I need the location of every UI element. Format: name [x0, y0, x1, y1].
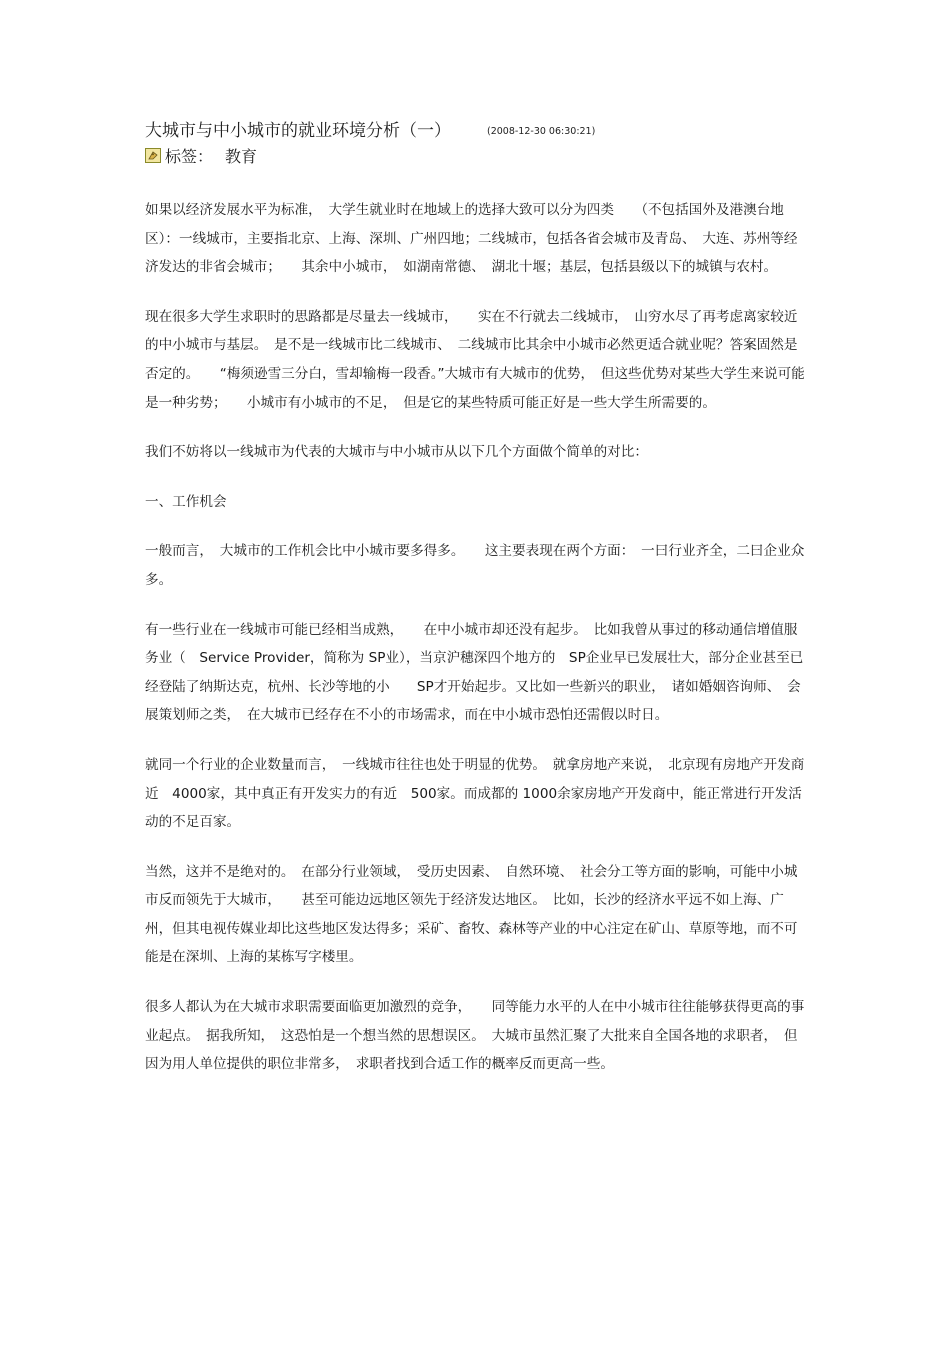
article-header	[145, 116, 595, 141]
paragraph: 有一些行业在一线城市可能已经相当成熟， 在中小城市却还没有起步。 比如我曾从事过的移动通信增值服务业（ Service Provider，简称为 SP业），当京沪穗深四个地方的 SP企业早已发展壮大，部分企业甚至已经登陆了纳斯达克，杭州、长沙等地的小 SP才开始起步。又比如一些新兴的职业， 诸如婚姻咨询师、 会展策划师之类， 在大城市已经存在不小的市场需求，而在中小城市恐怕还需假以时日。	[145, 621, 804, 724]
tag-icon	[145, 148, 161, 163]
article-title: 大城市与中小城市的就业环境分析（一）	[145, 121, 451, 141]
tag-value[interactable]: 教育	[225, 147, 258, 166]
tag-label: 标签：	[165, 147, 214, 166]
section-heading: 一、工作机会	[145, 493, 227, 510]
paragraph: 如果以经济发展水平为标准， 大学生就业时在地域上的选择大致可以分为四类 （不包括国外及港澳台地区）：一线城市，主要指北京、上海、深圳、广州四地；二线城市，包括各省会城市及青岛、 大连、苏州等经济发达的非省会城市； 其余中小城市， 如湖南常德、 湖北十堰；基层，包括县级以下的城镇与农村。	[145, 202, 798, 276]
article-body	[145, 196, 810, 1100]
tag-row	[145, 144, 257, 167]
paragraph: 一般而言， 大城市的工作机会比中小城市要多得多。 这主要表现在两个方面： 一曰行业齐全，二曰企业众多。	[145, 543, 805, 588]
paragraph: 我们不妨将以一线城市为代表的大城市与中小城市从以下几个方面做个简单的对比：	[145, 444, 648, 461]
paragraph: 就同一个行业的企业数量而言， 一线城市往往也处于明显的优势。 就拿房地产来说， 北京现有房地产开发商近 4000家，其中真正有开发实力的有近 500家。而成都的 1000余家房地产开发商中，能正常进行开发活动的不足百家。	[145, 756, 805, 831]
paragraph: 现在很多大学生求职时的思路都是尽量去一线城市， 实在不行就去二线城市， 山穷水尽了再考虑离家较近的中小城市与基层。 是不是一线城市比二线城市、 二线城市比其余中小城市必然更适合就业呢？答案固然是否定的。 “梅须逊雪三分白，雪却输梅一段香。”大城市有大城市的优势， 但这些优势对某些大学生来说可能是一种劣势； 小城市有小城市的不足， 但是它的某些特质可能正好是一些大学生所需要的。	[145, 308, 805, 411]
paragraph: 当然，这并不是绝对的。 在部分行业领域， 受历史因素、 自然环境、 社会分工等方面的影响，可能中小城市反而领先于大城市， 甚至可能边远地区领先于经济发达地区。 比如，长沙的经济水平远不如上海、广州，但其电视传媒业却比这些地区发达得多；采矿、畜牧、森林等产业的中心注定在矿山、草原等地，而不可能是在深圳、上海的某栋写字楼里。	[145, 863, 798, 966]
paragraph: 很多人都认为在大城市求职需要面临更加激烈的竞争， 同等能力水平的人在中小城市往往能够获得更高的事业起点。 据我所知， 这恐怕是一个想当然的思想误区。 大城市虽然汇聚了大批来自全国各地的求职者， 但因为用人单位提供的职位非常多， 求职者找到合适工作的概率反而更高一些。	[145, 999, 805, 1073]
article-date: (2008-12-30 06:30:21)	[487, 126, 596, 137]
